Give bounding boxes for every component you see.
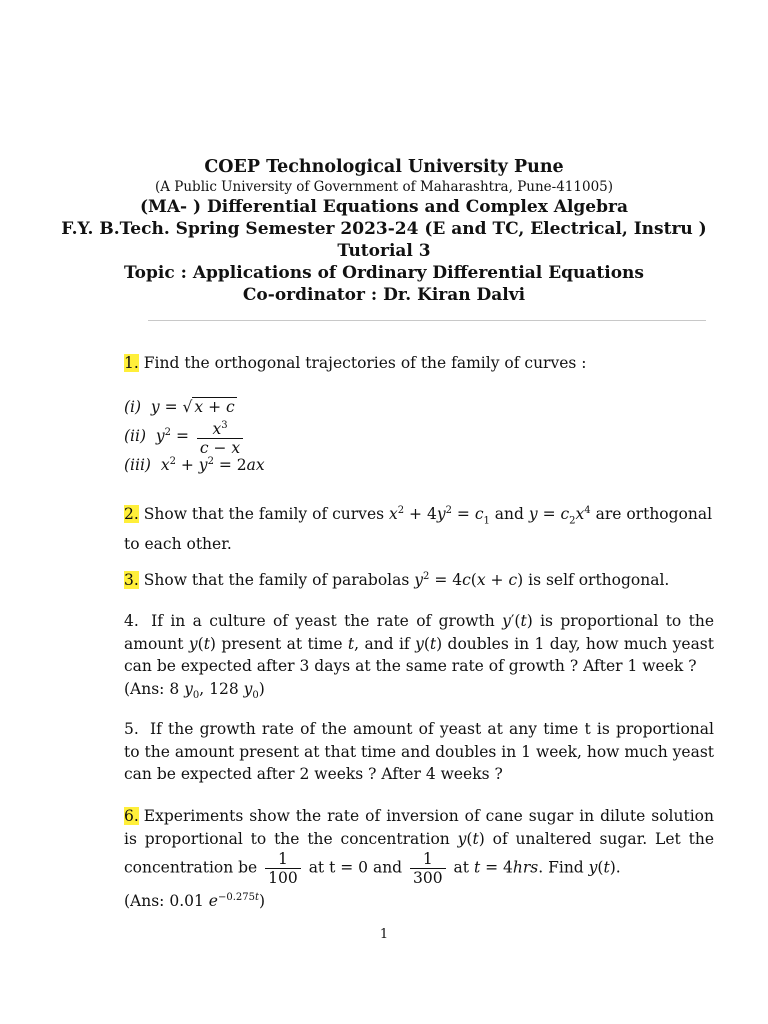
page-number: 1 — [379, 927, 389, 942]
semester-line: F.Y. B.Tech. Spring Semester 2023-24 (E and TC, Electrical, Instru ) — [61, 219, 707, 239]
item-label: (i) — [124, 398, 142, 416]
question-2: 2. Show that the family of curves $x^2 + 4y^2 = c_1$ and $y = c_2x^4$ are orthogonal to each other. — [124, 505, 713, 553]
university-name: COEP Technological University Pune — [204, 157, 564, 177]
tutorial-title: Tutorial 3 — [337, 241, 431, 261]
question-6: 6. Experiments show the rate of inversion of cane sugar in dilute solution is proportional to the the concentration y(t) of unaltered sugar. Let the concentration be $\frac{1}{100}$ at t = 0 and $\frac{1}{300}$ at t = 4hrs. Find y(t). (Ans: 0.01 $e^{-0.275t}$) — [124, 807, 714, 911]
header-divider — [148, 320, 706, 321]
question-1 — [124, 352, 714, 375]
q1-item-ii: (ii) $y^2$ = $\frac{x^3}{c - x}$ — [124, 417, 246, 457]
item-label: (ii) — [124, 427, 147, 446]
question-4: 4. If in a culture of yeast the rate of growth y′(t) is proportional to the amount y(t) present at time t, and if y(t) doubles in 1 day, how much yeast can be expected after 3 days at the same rate of growth ? After 1 week ? (Ans: 8 $y_0$, 128 $y_0$) — [124, 612, 714, 701]
question-number: 4. — [124, 612, 139, 630]
course-title: (MA- ) Differential Equations and Complex Algebra — [140, 197, 628, 217]
question-number: 5. — [124, 720, 139, 738]
question-3: 3. Show that the family of parabolas $y^2 = 4c(x + c)$ is self orthogonal. — [124, 571, 670, 590]
university-subtitle: (A Public University of Government of Maharashtra, Pune-411005) — [154, 179, 614, 195]
coordinator-line: Co-ordinator : Dr. Kiran Dalvi — [242, 285, 526, 305]
question-5 — [124, 718, 714, 786]
question-text: Find the orthogonal trajectories of the family of curves : — [143, 354, 587, 372]
question-number: 1. — [124, 354, 139, 372]
question-number: 6. — [124, 807, 139, 825]
topic-line: Topic : Applications of Ordinary Differential Equations — [123, 263, 644, 283]
q1-item-i: (i) y = √ x + c — [124, 398, 235, 416]
question-number: 3. — [124, 571, 139, 590]
document-header — [0, 156, 768, 306]
question-text: If the growth rate of the amount of yeast at any time t is proportional to the amount present at that time and doubles in 1 week, how much yeast can be expected after 2 weeks ? After 4 weeks ? — [124, 720, 714, 783]
question-number: 2. — [124, 505, 139, 524]
q1-item-iii: (iii) $x^2 + y^2 = 2ax$ — [124, 456, 265, 475]
item-label: (iii) — [124, 456, 151, 475]
answer-label: (Ans: — [124, 679, 165, 698]
